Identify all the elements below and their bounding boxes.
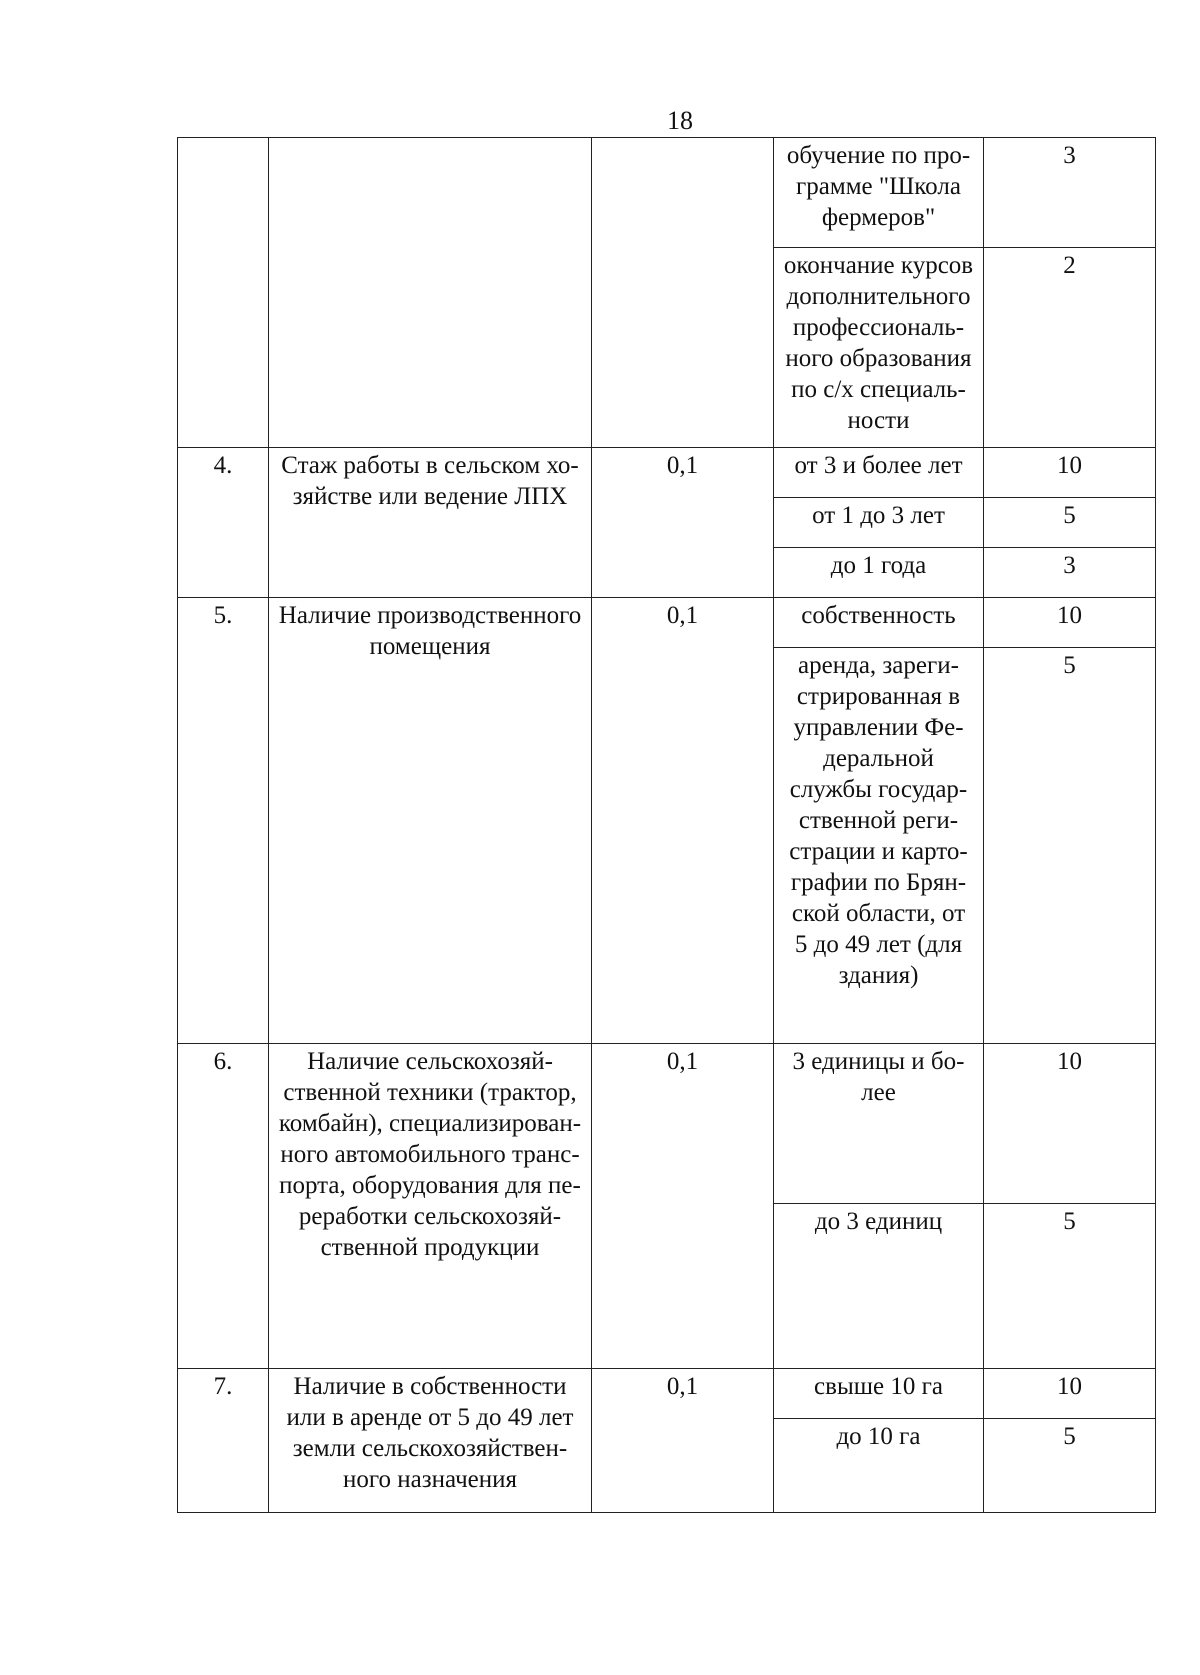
row-number: 6. <box>178 1044 269 1369</box>
criterion-cell: Наличие сельскохозяй- ственной техники (трактор, комбайн), специализирован- ного автомобильного транс- порта, оборудования для пе- реработки сельскохозяй- ственной продукции <box>269 1044 592 1369</box>
condition-cell: до 10 га <box>774 1419 984 1513</box>
score-cell: 2 <box>984 248 1156 448</box>
score-cell: 5 <box>984 1204 1156 1369</box>
condition-cell: обучение по про- грамме "Школа фермеров" <box>774 138 984 248</box>
criterion-cell: Стаж работы в сельском хо- зяйстве или ведение ЛПХ <box>269 448 592 598</box>
condition-cell: от 3 и более лет <box>774 448 984 498</box>
weight-cell: 0,1 <box>592 1044 774 1369</box>
criterion-cell <box>269 138 592 448</box>
condition-cell: аренда, зареги- стрированная в управлении Фе- деральной службы государ- ственной реги- страции и карто- графии по Брян- ской области, от 5 до 49 лет (для здания) <box>774 648 984 1044</box>
table-row <box>178 1044 1156 1204</box>
score-cell: 5 <box>984 1419 1156 1513</box>
criteria-table <box>177 137 1156 1513</box>
condition-cell: от 1 до 3 лет <box>774 498 984 548</box>
weight-cell: 0,1 <box>592 1369 774 1513</box>
condition-cell: 3 единицы и бо- лее <box>774 1044 984 1204</box>
weight-cell: 0,1 <box>592 598 774 1044</box>
weight-cell: 0,1 <box>592 448 774 598</box>
table-row <box>178 598 1156 648</box>
score-cell: 10 <box>984 598 1156 648</box>
score-cell: 10 <box>984 1044 1156 1204</box>
condition-cell: до 3 единиц <box>774 1204 984 1369</box>
criterion-cell: Наличие в собственности или в аренде от 5 до 49 лет земли сельскохозяйствен- ного назначения <box>269 1369 592 1513</box>
score-cell: 10 <box>984 448 1156 498</box>
condition-cell: до 1 года <box>774 548 984 598</box>
score-cell: 10 <box>984 1369 1156 1419</box>
table-row <box>178 1369 1156 1419</box>
table-row <box>178 448 1156 498</box>
row-number: 5. <box>178 598 269 1044</box>
condition-cell: окончание курсов дополнительного профессиональ- ного образования по с/х специаль- ности <box>774 248 984 448</box>
score-cell: 3 <box>984 548 1156 598</box>
condition-cell: свыше 10 га <box>774 1369 984 1419</box>
condition-cell: собственность <box>774 598 984 648</box>
score-cell: 3 <box>984 138 1156 248</box>
page-number: 18 <box>667 106 693 135</box>
row-number: 4. <box>178 448 269 598</box>
weight-cell <box>592 138 774 448</box>
criterion-cell: Наличие производственного помещения <box>269 598 592 1044</box>
row-number <box>178 138 269 448</box>
score-cell: 5 <box>984 498 1156 548</box>
table-row <box>178 138 1156 248</box>
row-number: 7. <box>178 1369 269 1513</box>
score-cell: 5 <box>984 648 1156 1044</box>
